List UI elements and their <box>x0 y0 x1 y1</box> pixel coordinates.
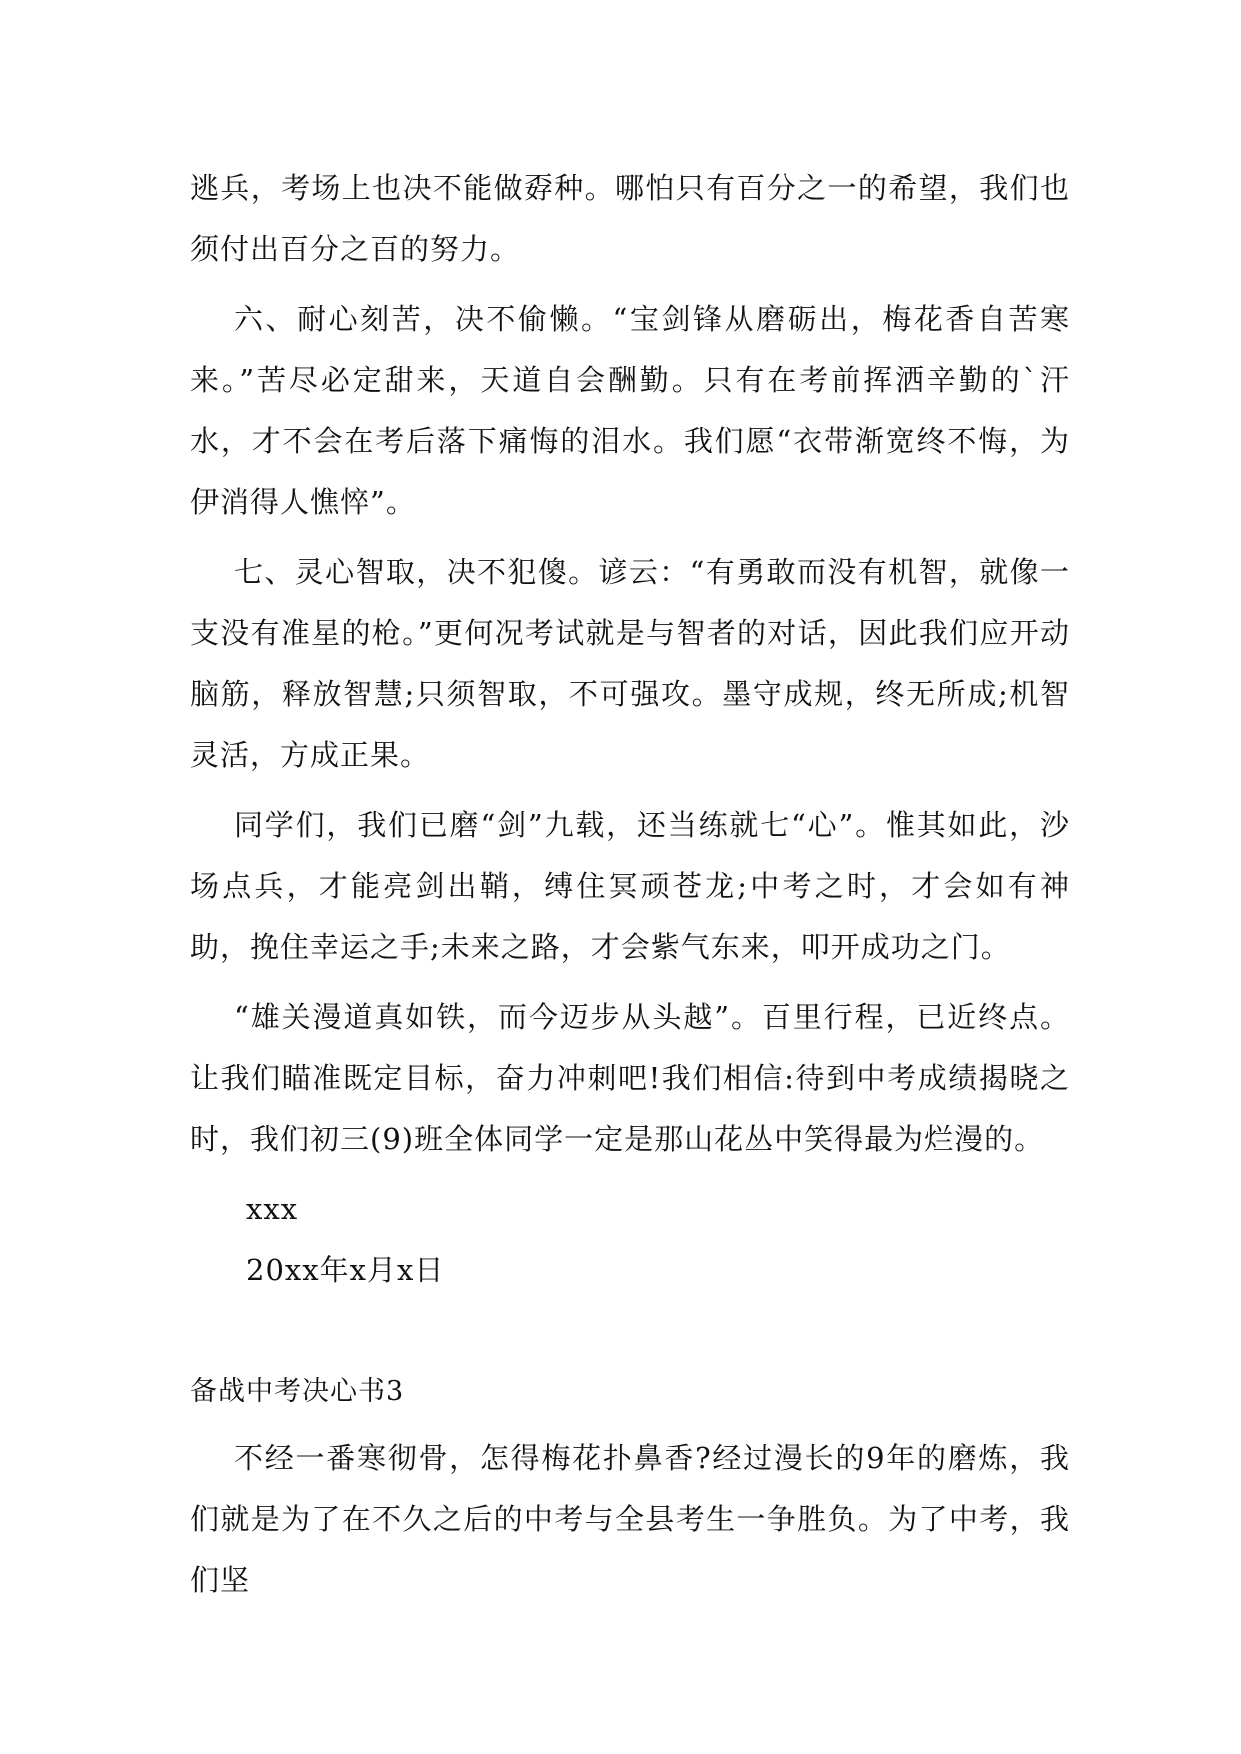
paragraph-continuation: 逃兵，考场上也决不能做孬种。哪怕只有百分之一的希望，我们也须付出百分之百的努力。 <box>190 171 1070 266</box>
paragraph-section-three-intro: 不经一番寒彻骨，怎得梅花扑鼻香?经过漫长的9年的磨炼，我们就是为了在不久之后的中考与全县考生一争胜负。为了中考，我们坚 <box>190 1441 1070 1597</box>
section-title: 备战中考决心书3 <box>190 1376 405 1407</box>
paragraph-point-six: 六、耐心刻苦，决不偷懒。“宝剑锋从磨砺出，梅花香自苦寒来。”苦尽必定甜来，天道自会酬勤。只有在考前挥洒辛勤的`汗水，才不会在考后落下痛悔的泪水。我们愿“衣带渐宽终不悔，为伊消得人憔悴”。 <box>190 302 1070 519</box>
document-body <box>190 158 1070 1620</box>
paragraph-point-seven: 七、灵心智取，决不犯傻。谚云：“有勇敢而没有机智，就像一支没有准星的枪。”更何况考试就是与智者的对话，因此我们应开动脑筋，释放智慧;只须智取，不可强攻。墨守成规，终无所成;机智灵活，方成正果。 <box>190 555 1070 772</box>
paragraph-closing: “雄关漫道真如铁，而今迈步从头越”。百里行程，已近终点。让我们瞄准既定目标，奋力冲刺吧!我们相信:待到中考成绩揭晓之时，我们初三(9)班全体同学一定是那山花丛中笑得最为烂漫的。 <box>190 1000 1070 1156</box>
signature-name: xxx <box>246 1192 299 1226</box>
section-spacer <box>190 1301 1070 1361</box>
signature-date: 20xx年x月x日 <box>246 1253 445 1287</box>
paragraph-classmates: 同学们，我们已磨“剑”九载，还当练就七“心”。惟其如此，沙场点兵，才能亮剑出鞘，缚住冥顽苍龙;中考之时，才会如有神助，挽住幸运之手;未来之路，才会紫气东来，叩开成功之门。 <box>190 808 1070 964</box>
